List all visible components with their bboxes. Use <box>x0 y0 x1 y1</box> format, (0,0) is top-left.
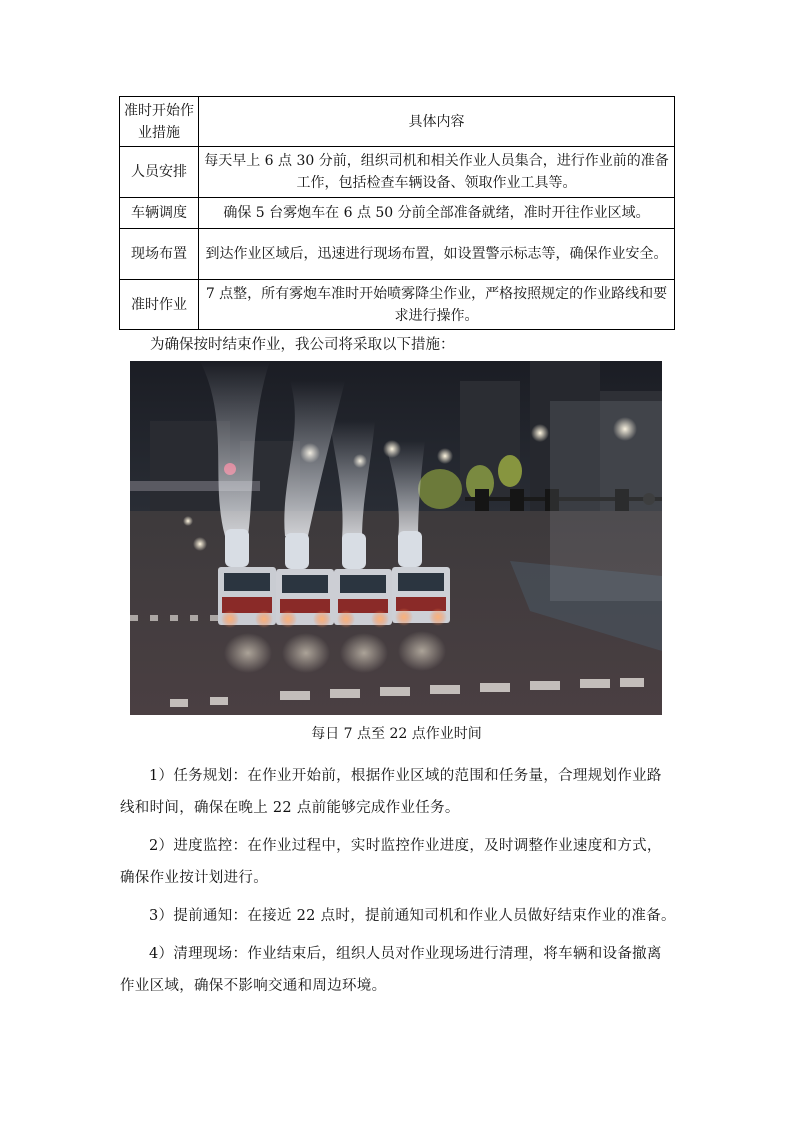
photo-caption: 每日 7 点至 22 点作业时间 <box>311 726 482 742</box>
step-paragraph: 1）任务规划：在作业开始前，根据作业区域的范围和任务量，合理规划作业路线和时间，确保在晚上 22 点前能够完成作业任务。 <box>120 768 662 816</box>
header-measure: 准时开始作业措施 <box>120 97 199 147</box>
steps-list <box>120 760 676 1008</box>
table-row <box>120 229 675 280</box>
row-content: 每天早上 6 点 30 分前，组织司机和相关作业人员集合，进行作业前的准备工作，包括检查车辆设备、领取作业工具等。 <box>199 147 675 198</box>
table-header-row <box>120 97 675 147</box>
row-item: 准时作业 <box>120 280 199 330</box>
fog-cannon-trucks-photo <box>130 361 662 715</box>
row-content: 到达作业区域后，迅速进行现场布置，如设置警示标志等，确保作业安全。 <box>199 229 675 280</box>
row-item: 车辆调度 <box>120 198 199 229</box>
header-content: 具体内容 <box>199 97 675 147</box>
table-row <box>120 198 675 229</box>
step-paragraph: 3）提前通知：在接近 22 点时，提前通知司机和作业人员做好结束作业的准备。 <box>149 908 676 924</box>
measures-table <box>119 96 675 330</box>
intro-paragraph: 为确保按时结束作业，我公司将采取以下措施： <box>150 337 455 353</box>
table-row <box>120 280 675 330</box>
row-item: 现场布置 <box>120 229 199 280</box>
table-row <box>120 147 675 198</box>
row-item: 人员安排 <box>120 147 199 198</box>
row-content: 7 点整，所有雾炮车准时开始喷雾降尘作业，严格按照规定的作业路线和要求进行操作。 <box>199 280 675 330</box>
step-paragraph: 4）清理现场：作业结束后，组织人员对作业现场进行清理，将车辆和设备撤离作业区域，确保不影响交通和周边环境。 <box>120 946 662 994</box>
row-content: 确保 5 台雾炮车在 6 点 50 分前全部准备就绪，准时开往作业区域。 <box>199 198 675 229</box>
step-paragraph: 2）进度监控：在作业过程中，实时监控作业进度，及时调整作业速度和方式，确保作业按计划进行。 <box>120 838 662 886</box>
